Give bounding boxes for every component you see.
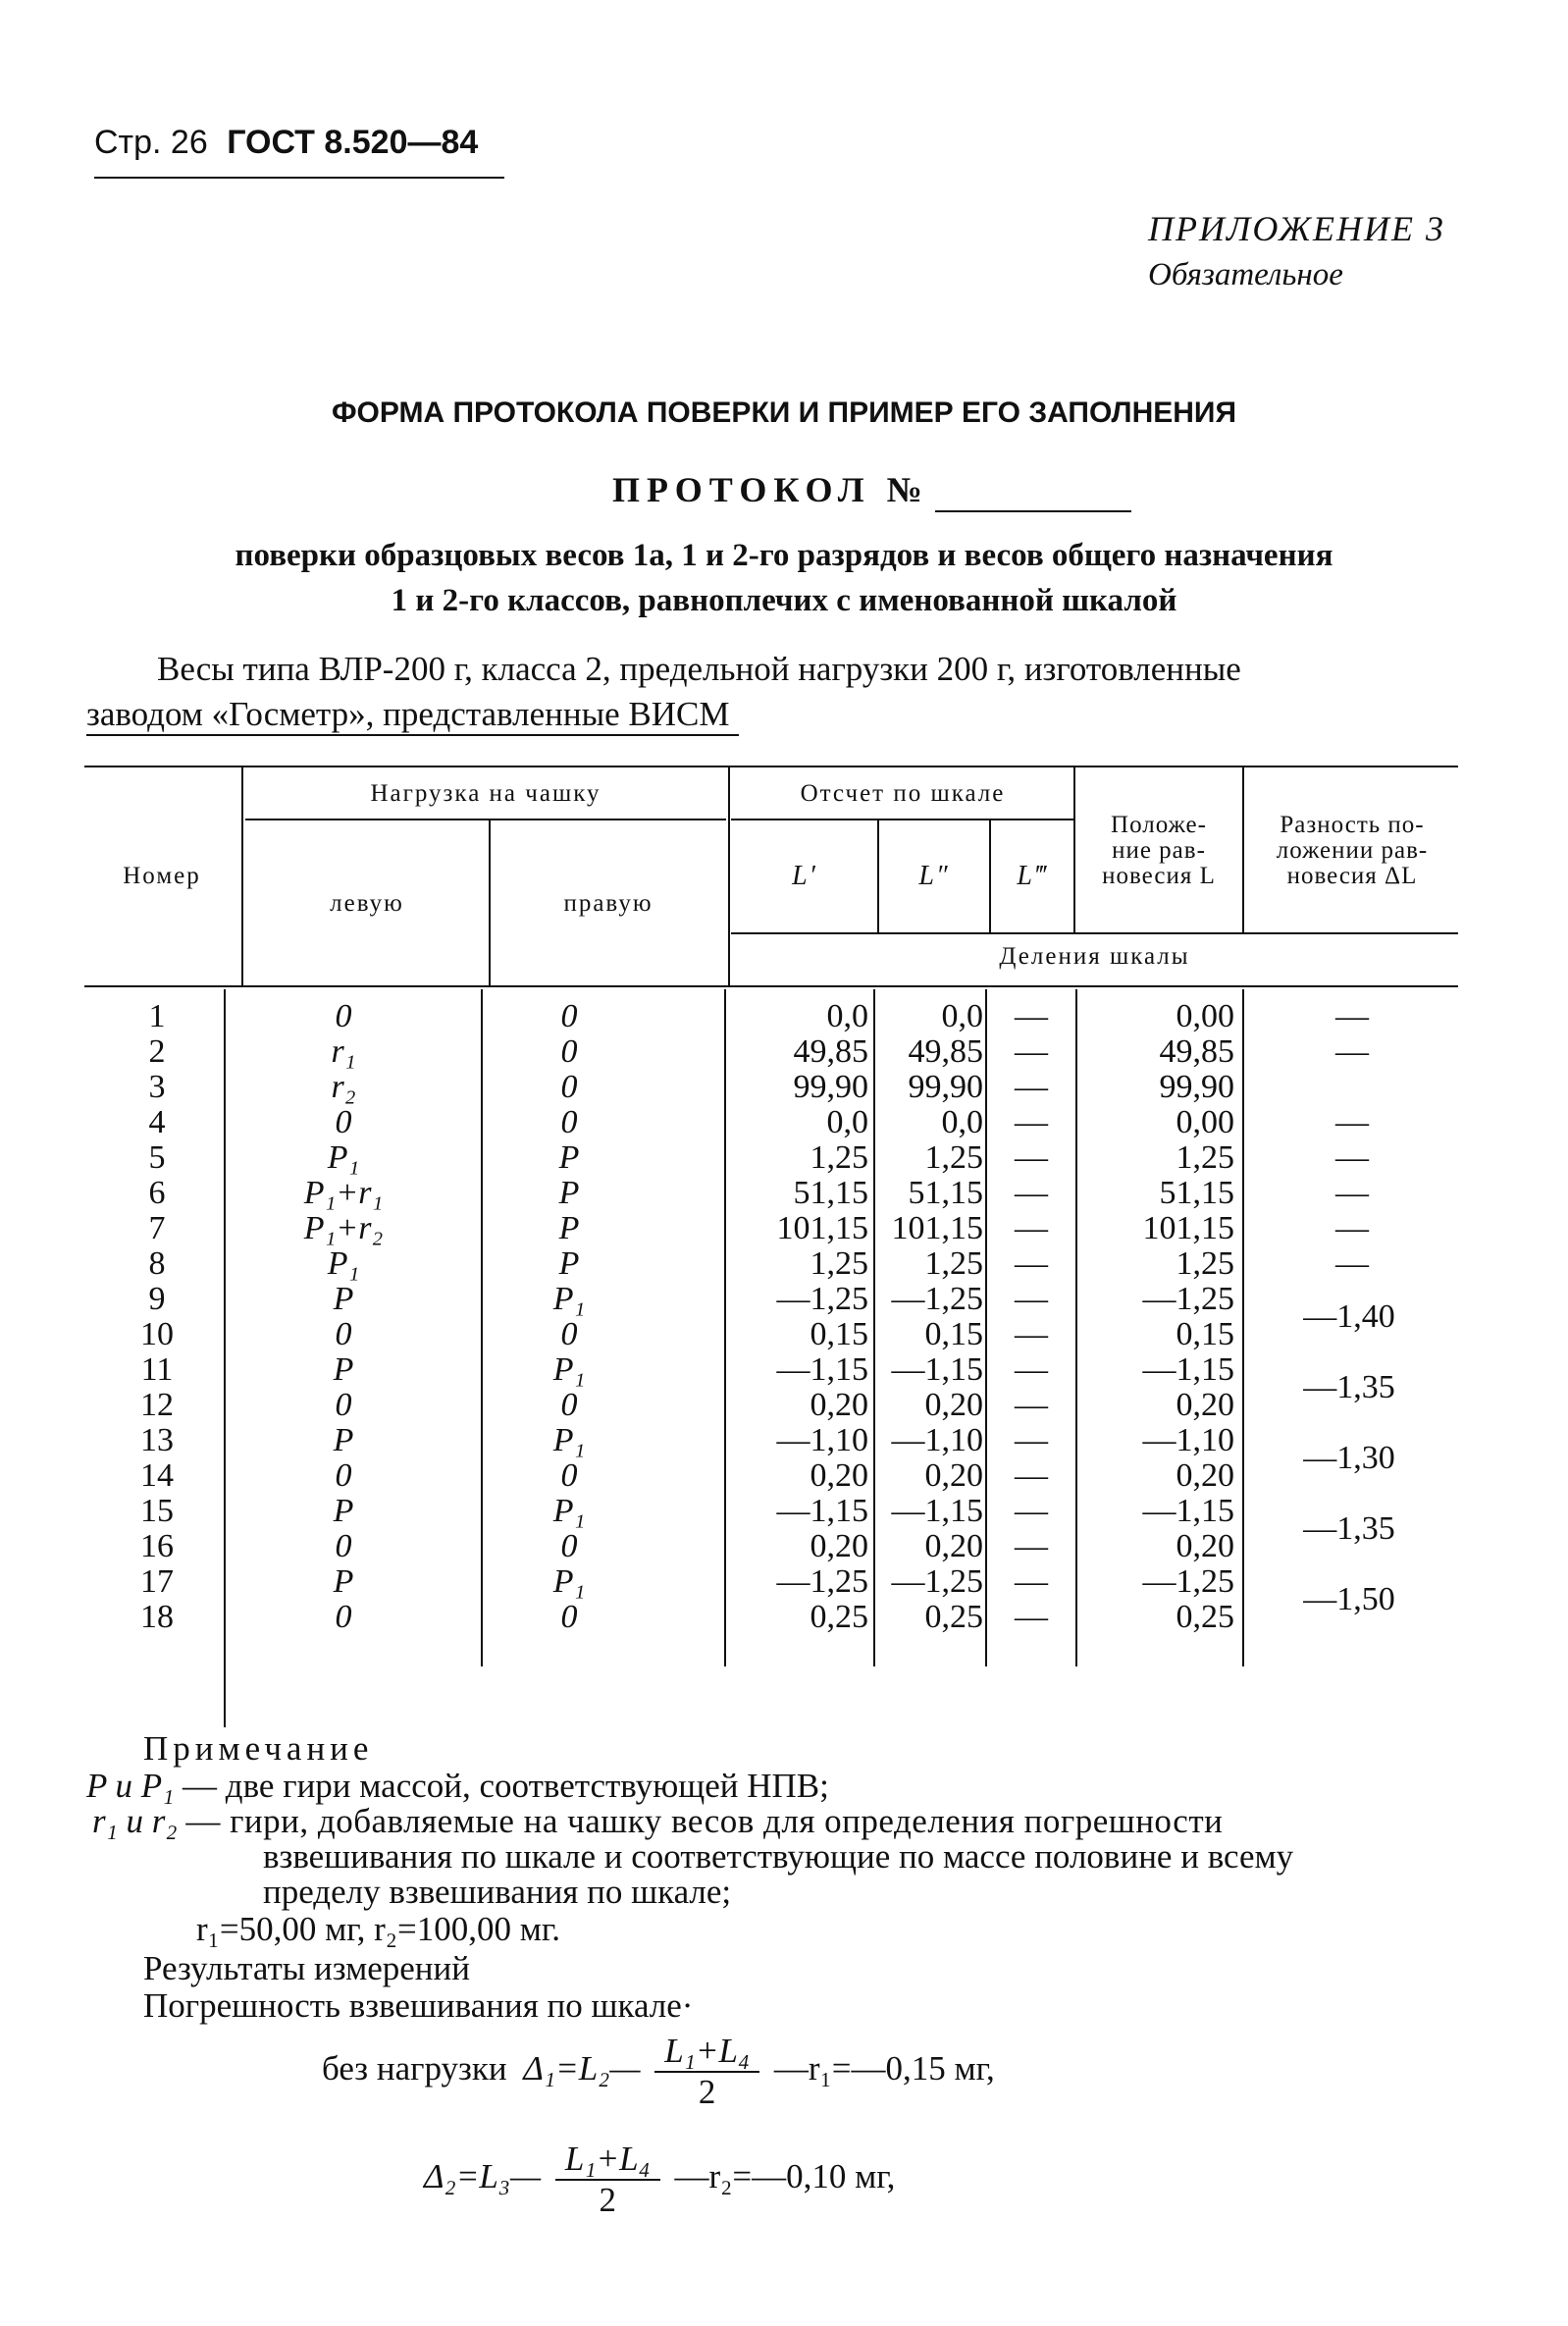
cell-load-left: 0 [335, 998, 352, 1034]
cell-load-left: P₁ [327, 1139, 360, 1176]
results-title: Результаты измерений [143, 1949, 470, 1987]
cell-l1: —1,15 [776, 1493, 868, 1529]
body-divider-l2-l3 [985, 989, 987, 1666]
cell-position: 0,25 [1176, 1599, 1234, 1635]
cell-position: 49,85 [1159, 1033, 1234, 1070]
cell-l2: 51,15 [908, 1175, 983, 1211]
cell-load-left: 0 [335, 1104, 352, 1140]
cell-load-left: 0 [335, 1528, 352, 1564]
note-r-cont-2: пределу взвешивания по шкале; [263, 1873, 732, 1911]
formula-1: без нагрузки Δ₁=L₂— $\frac{\text{L₁+L₄}}{2}$ —r₁=—0,15 мг, [322, 2032, 995, 2111]
cell-load-right: 0 [560, 1316, 578, 1352]
cell-l3: — [1015, 1175, 1048, 1211]
cell-l3: — [1015, 1493, 1048, 1529]
cell-position: —1,15 [1142, 1493, 1234, 1529]
cell-position: 0,00 [1176, 998, 1234, 1034]
table-top-rule [84, 766, 1458, 767]
cell-number: 17 [140, 1563, 174, 1600]
cell-position: —1,10 [1142, 1422, 1234, 1458]
cell-l3: — [1015, 1351, 1048, 1388]
cell-position: 51,15 [1159, 1175, 1234, 1211]
cell-difference: — [1335, 1139, 1369, 1176]
page-label: Стр. 26 [94, 124, 208, 161]
header-rule [94, 177, 504, 179]
cell-load-right: 0 [560, 1528, 578, 1564]
cell-l3: — [1015, 1457, 1048, 1494]
cell-l3: — [1015, 1422, 1048, 1458]
cell-l1: 0,20 [810, 1528, 868, 1564]
cell-position: 1,25 [1176, 1245, 1234, 1282]
cell-difference: — [1335, 1245, 1369, 1282]
protocol-subtitle-2: 1 и 2-го классов, равноплечих с именованной шкалой [391, 583, 1177, 618]
cell-load-right: 0 [560, 1599, 578, 1635]
cell-difference-pair: —1,35 [1303, 1369, 1395, 1405]
cell-l1: —1,25 [776, 1281, 868, 1317]
cell-l1: 49,85 [793, 1033, 868, 1070]
body-divider-load-reading [724, 989, 726, 1666]
cell-number: 13 [140, 1422, 174, 1458]
cell-position: 0,15 [1176, 1316, 1234, 1352]
reading-group-rule [731, 819, 1074, 820]
body-divider-left-right [481, 989, 483, 1666]
cell-l1: 0,25 [810, 1599, 868, 1635]
cell-number: 16 [140, 1528, 174, 1564]
cell-l3: — [1015, 1599, 1048, 1635]
cell-l2: —1,25 [891, 1281, 983, 1317]
header-number: Номер [123, 863, 201, 889]
cell-number: 14 [140, 1457, 174, 1494]
cell-l1: 51,15 [793, 1175, 868, 1211]
cell-l2: 0,0 [941, 998, 983, 1034]
cell-difference: — [1335, 1175, 1369, 1211]
cell-position: —1,15 [1142, 1351, 1234, 1388]
cell-position: 0,20 [1176, 1528, 1234, 1564]
cell-l2: 49,85 [908, 1033, 983, 1070]
cell-position: —1,25 [1142, 1281, 1234, 1317]
cell-load-right: P₁ [552, 1351, 586, 1388]
cell-load-right: 0 [560, 1104, 578, 1140]
cell-l3: — [1015, 1316, 1048, 1352]
cell-load-left: P [333, 1493, 354, 1529]
cell-load-right: P [558, 1139, 580, 1176]
intro-line-2: заводом «Госметр», представленные ВИСМ [86, 695, 739, 736]
col-divider-number [241, 767, 243, 985]
cell-l1: 1,25 [810, 1245, 868, 1282]
header-load-group: Нагрузка на чашку [370, 780, 601, 807]
cell-load-left: P₁+r₁ [303, 1175, 384, 1211]
protocol-subtitle-1: поверки образцовых весов 1а, 1 и 2-го разрядов и весов общего назначения [235, 538, 1333, 573]
cell-load-right: P₁ [552, 1493, 586, 1529]
cell-difference-pair: —1,30 [1303, 1440, 1395, 1476]
cell-l3: — [1015, 1210, 1048, 1246]
cell-load-left: 0 [335, 1316, 352, 1352]
cell-number: 10 [140, 1316, 174, 1352]
body-divider-pos-diff [1242, 989, 1244, 1666]
cell-load-right: P [558, 1210, 580, 1246]
cell-position: 101,15 [1142, 1210, 1234, 1246]
header-left: левую [330, 890, 404, 917]
cell-load-left: P [333, 1351, 354, 1388]
cell-load-left: r₁ [331, 1033, 356, 1070]
cell-l1: —1,15 [776, 1351, 868, 1388]
cell-position: —1,25 [1142, 1563, 1234, 1600]
cell-l1: 99,90 [793, 1069, 868, 1105]
standard-number: ГОСТ 8.520—84 [227, 124, 479, 161]
header-l3: L‴ [1017, 861, 1048, 891]
cell-l1: 0,15 [810, 1316, 868, 1352]
cell-load-left: P₁ [327, 1245, 360, 1282]
cell-l1: 0,20 [810, 1387, 868, 1423]
cell-difference: — [1335, 998, 1369, 1034]
formula-2: Δ₂=L₃— $\frac{\text{L₁+L₄}}{2}$ —r₂=—0,10 мг, [424, 2140, 896, 2219]
cell-l3: — [1015, 1387, 1048, 1423]
cell-number: 18 [140, 1599, 174, 1635]
table-header-bottom-rule [84, 985, 1458, 987]
cell-l2: 0,15 [924, 1316, 983, 1352]
cell-load-left: P₁+r₂ [303, 1210, 384, 1246]
cell-load-left: P [333, 1563, 354, 1600]
cell-difference: — [1335, 1104, 1369, 1140]
cell-l3: — [1015, 1281, 1048, 1317]
header-right: правую [563, 890, 653, 917]
units-rule [731, 932, 1458, 934]
appendix-title: ПРИЛОЖЕНИЕ 3 [1148, 209, 1445, 248]
cell-l3: — [1015, 1069, 1048, 1105]
cell-load-left: P [333, 1281, 354, 1317]
cell-l3: — [1015, 998, 1048, 1034]
cell-position: 0,20 [1176, 1457, 1234, 1494]
cell-l3: — [1015, 1033, 1048, 1070]
cell-difference: — [1335, 1210, 1369, 1246]
header-l2: L″ [918, 861, 950, 891]
cell-l1: 0,20 [810, 1457, 868, 1494]
cell-l2: 101,15 [891, 1210, 983, 1246]
cell-position: 1,25 [1176, 1139, 1234, 1176]
cell-load-right: P₁ [552, 1422, 586, 1458]
cell-load-right: P [558, 1245, 580, 1282]
cell-number: 5 [148, 1139, 166, 1176]
body-divider-l1-l2 [873, 989, 875, 1666]
cell-load-right: 0 [560, 1033, 578, 1070]
cell-difference: — [1335, 1033, 1369, 1070]
header-units: Деления шкалы [999, 943, 1190, 970]
cell-l2: 0,20 [924, 1457, 983, 1494]
cell-l3: — [1015, 1245, 1048, 1282]
cell-load-right: 0 [560, 1069, 578, 1105]
cell-number: 9 [148, 1281, 166, 1317]
note-r-cont-1: взвешивания по шкале и соответствующие по массе половине и всему [263, 1837, 1294, 1876]
cell-l2: 0,20 [924, 1387, 983, 1423]
cell-l3: — [1015, 1563, 1048, 1600]
cell-number: 15 [140, 1493, 174, 1529]
cell-number: 8 [148, 1245, 166, 1282]
header-position: Положе- ние рав- новесия L [1102, 812, 1216, 889]
intro-line-1: Весы типа ВЛР-200 г, класса 2, предельной нагрузки 200 г, изготовленные [157, 650, 1241, 688]
header-reading-group: Отсчет по шкале [800, 780, 1006, 807]
cell-l2: —1,15 [891, 1493, 983, 1529]
note-values: r₁=50,00 мг, r₂=100,00 мг. [196, 1910, 561, 1948]
appendix-status: Обязательное [1148, 257, 1343, 292]
cell-load-left: 0 [335, 1387, 352, 1423]
cell-number: 2 [148, 1033, 166, 1070]
cell-l2: 0,0 [941, 1104, 983, 1140]
cell-l3: — [1015, 1104, 1048, 1140]
cell-l2: 1,25 [924, 1139, 983, 1176]
header-difference: Разность по- ложении рав- новесия ΔL [1276, 812, 1429, 889]
cell-l1: 0,0 [826, 998, 868, 1034]
formula-1-fraction: $\frac{\text{L₁+L₄}}{2}$ [654, 2032, 759, 2112]
cell-l2: 99,90 [908, 1069, 983, 1105]
cell-l2: 0,25 [924, 1599, 983, 1635]
cell-l1: 0,0 [826, 1104, 868, 1140]
load-group-rule [245, 819, 726, 820]
cell-l2: 1,25 [924, 1245, 983, 1282]
cell-number: 3 [148, 1069, 166, 1105]
note-title: Примечание [143, 1729, 374, 1768]
cell-number: 1 [148, 998, 166, 1034]
cell-l3: — [1015, 1528, 1048, 1564]
cell-difference-pair: —1,35 [1303, 1510, 1395, 1547]
cell-l1: 101,15 [776, 1210, 868, 1246]
protocol-heading: ПРОТОКОЛ № [612, 469, 1131, 512]
cell-difference-pair: —1,50 [1303, 1581, 1395, 1617]
cell-load-right: P₁ [552, 1281, 586, 1317]
cell-number: 7 [148, 1210, 166, 1246]
cell-position: 0,20 [1176, 1387, 1234, 1423]
header-l1: L′ [792, 861, 817, 891]
form-title: ФОРМА ПРОТОКОЛА ПОВЕРКИ И ПРИМЕР ЕГО ЗАПОЛНЕНИЯ [331, 396, 1237, 429]
cell-load-left: r₂ [331, 1069, 356, 1105]
note-r-line: r₁ и r₂ — гири, добавляемые на чашку весов для определения погрешности [92, 1802, 1224, 1840]
body-divider-number [224, 989, 226, 1727]
cell-position: 99,90 [1159, 1069, 1234, 1105]
cell-l2: —1,15 [891, 1351, 983, 1388]
cell-load-left: 0 [335, 1599, 352, 1635]
error-title: Погрешность взвешивания по шкале· [143, 1986, 694, 2025]
cell-l2: —1,25 [891, 1563, 983, 1600]
page-header [94, 124, 478, 162]
formula-2-fraction: $\frac{\text{L₁+L₄}}{2}$ [555, 2140, 660, 2220]
cell-load-right: 0 [560, 1457, 578, 1494]
cell-number: 11 [140, 1351, 174, 1388]
cell-difference-pair: —1,40 [1303, 1298, 1395, 1335]
cell-l1: —1,10 [776, 1422, 868, 1458]
cell-l1: —1,25 [776, 1563, 868, 1600]
cell-load-right: 0 [560, 998, 578, 1034]
cell-number: 6 [148, 1175, 166, 1211]
col-divider-load-reading [728, 767, 730, 985]
cell-l3: — [1015, 1139, 1048, 1176]
cell-load-right: P₁ [552, 1563, 586, 1600]
cell-number: 4 [148, 1104, 166, 1140]
cell-load-left: P [333, 1422, 354, 1458]
cell-load-right: P [558, 1175, 580, 1211]
note-p-line: P и P₁ — две гири массой, соответствующей НПВ; [86, 1767, 829, 1805]
cell-number: 12 [140, 1387, 174, 1423]
cell-l1: 1,25 [810, 1139, 868, 1176]
cell-l2: 0,20 [924, 1528, 983, 1564]
cell-l2: —1,10 [891, 1422, 983, 1458]
cell-load-right: 0 [560, 1387, 578, 1423]
cell-load-left: 0 [335, 1457, 352, 1494]
cell-position: 0,00 [1176, 1104, 1234, 1140]
